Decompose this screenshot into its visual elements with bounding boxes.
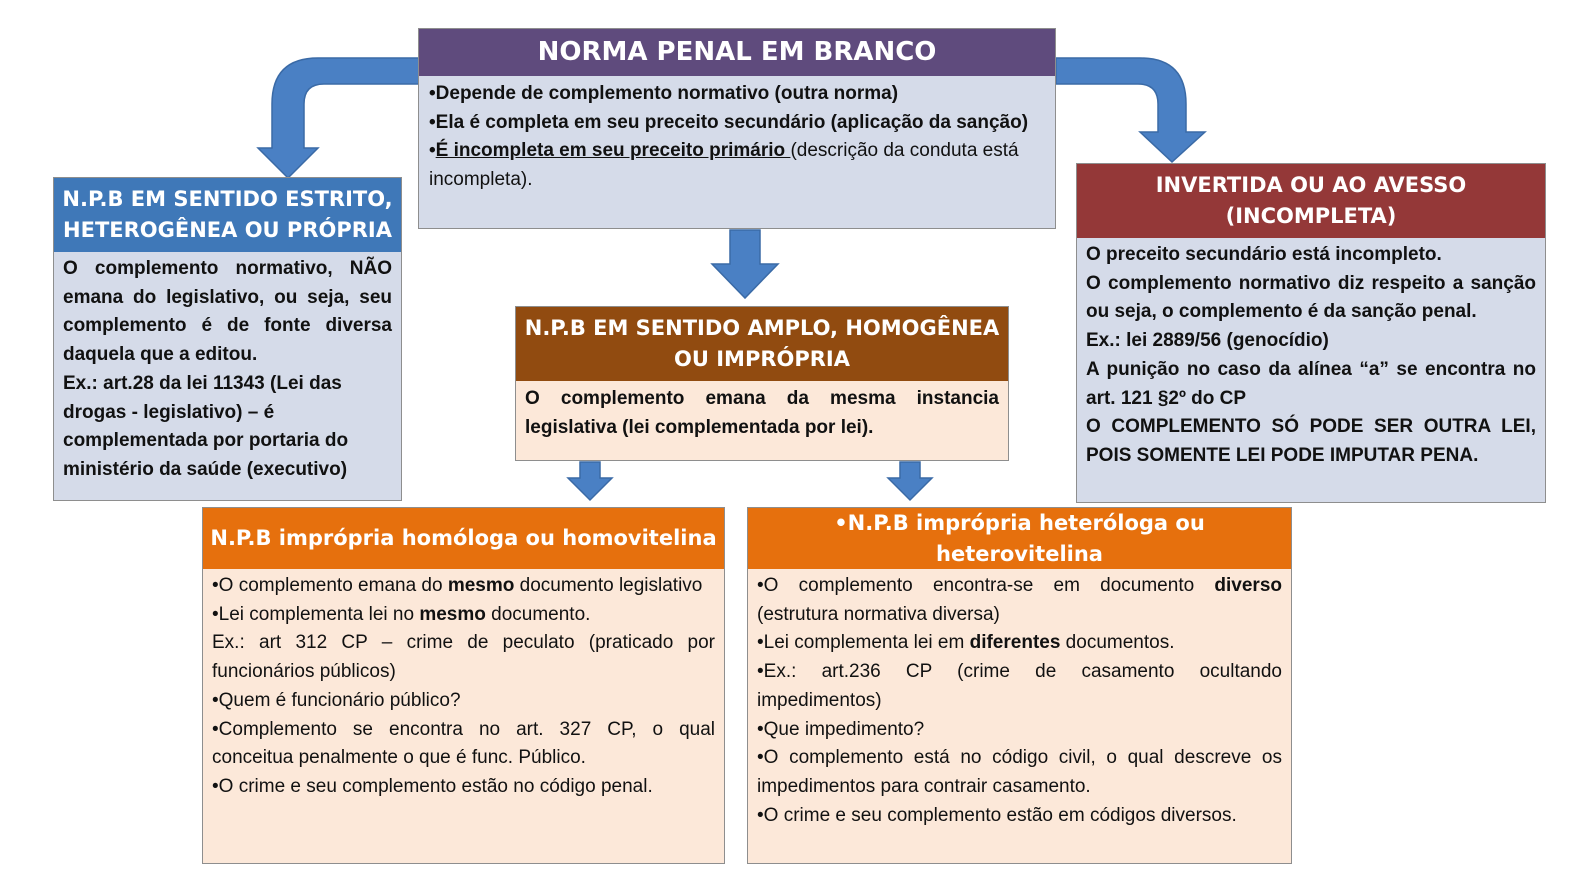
- main-line-2: •Ela é completa em seu preceito secundário (aplicação da sanção): [429, 111, 1029, 133]
- inverted-line-4: A punição no caso da alínea “a” se encontra no art. 121 §2º do CP: [1086, 358, 1536, 409]
- main-box: [418, 28, 1056, 229]
- inverted-title: INVERTIDA OU AO AVESSO (INCOMPLETA): [1077, 164, 1545, 238]
- down-arrow-homologa-icon: [568, 462, 612, 500]
- heterologa-line-5: •O complemento está no código civil, o qual descreve os impedimentos para contrair casamento.: [757, 747, 1282, 797]
- inverted-line-2: O complemento normativo diz respeito a sanção ou seja, o complemento é da sanção penal.: [1086, 272, 1536, 323]
- heterologa-line-6: •O crime e seu complemento estão em códigos diversos.: [757, 804, 1237, 826]
- down-arrow-heterologa-icon: [888, 462, 932, 500]
- strict-body: [54, 252, 401, 500]
- inverted-line-5: O COMPLEMENTO SÓ PODE SER OUTRA LEI, POIS SOMENTE LEI PODE IMPUTAR PENA.: [1086, 416, 1536, 466]
- broad-body: [516, 381, 1008, 460]
- heterologa-title: •N.P.B imprópria heteróloga ou heterovitelina: [748, 508, 1291, 569]
- main-body: [419, 76, 1055, 228]
- main-title: NORMA PENAL EM BRANCO: [419, 29, 1055, 76]
- down-arrow-center-icon: [712, 230, 778, 298]
- heterologa-line-2: •Lei complementa lei em diferentes documentos.: [757, 632, 1175, 654]
- strict-paragraph-1: O complemento normativo, NÃO emana do legislativo, ou seja, seu complemento é de fonte diversa daquela que a editou.: [63, 258, 392, 366]
- homologa-line-2: •Lei complementa lei no mesmo documento.: [212, 603, 591, 625]
- heterologa-box: [747, 507, 1292, 864]
- homologa-line-4: •Quem é funcionário público?: [212, 689, 461, 711]
- heterologa-line-3: •Ex.: art.236 CP (crime de casamento ocultando impedimentos): [757, 661, 1282, 711]
- broad-title: N.P.B EM SENTIDO AMPLO, HOMOGÊNEA OU IMPRÓPRIA: [516, 307, 1008, 381]
- inverted-body: [1077, 238, 1545, 502]
- heterologa-body: [748, 569, 1291, 863]
- strict-title: N.P.B EM SENTIDO ESTRITO, HETEROGÊNEA OU PRÓPRIA: [54, 178, 401, 252]
- homologa-line-3: Ex.: art 312 CP – crime de peculato (praticado por funcionários públicos): [212, 632, 715, 683]
- strict-box: [53, 177, 402, 501]
- homologa-line-6: •O crime e seu complemento estão no código penal.: [212, 775, 653, 797]
- curved-arrow-right-icon: [1056, 58, 1205, 162]
- inverted-box: [1076, 163, 1546, 503]
- heterologa-line-4: •Que impedimento?: [757, 718, 925, 740]
- strict-paragraph-2: Ex.: art.28 da lei 11343 (Lei das drogas - legislativo) – é complementada por portaria do ministério da saúde (executivo): [63, 372, 349, 480]
- main-line-1: •Depende de complemento normativo (outra norma): [429, 83, 899, 104]
- main-line-3: •É incompleta em seu preceito primário (descrição da conduta está incompleta).: [429, 140, 1019, 191]
- broad-text: O complemento emana da mesma instancia legislativa (lei complementada por lei).: [525, 388, 999, 438]
- homologa-box: [202, 507, 725, 864]
- inverted-line-1: O preceito secundário está incompleto.: [1086, 244, 1442, 265]
- homologa-body: [203, 569, 724, 863]
- homologa-line-1: •O complemento emana do mesmo documento legislativo: [212, 575, 703, 596]
- broad-box: [515, 306, 1009, 461]
- homologa-line-5: •Complemento se encontra no art. 327 CP, o qual conceitua penalmente o que é func. Público.: [212, 718, 715, 769]
- curved-arrow-left-icon: [258, 58, 422, 178]
- homologa-title: N.P.B imprópria homóloga ou homovitelina: [203, 508, 724, 569]
- heterologa-line-1: •O complemento encontra-se em documento diverso (estrutura normativa diversa): [757, 575, 1282, 625]
- inverted-line-3: Ex.: lei 2889/56 (genocídio): [1086, 330, 1329, 352]
